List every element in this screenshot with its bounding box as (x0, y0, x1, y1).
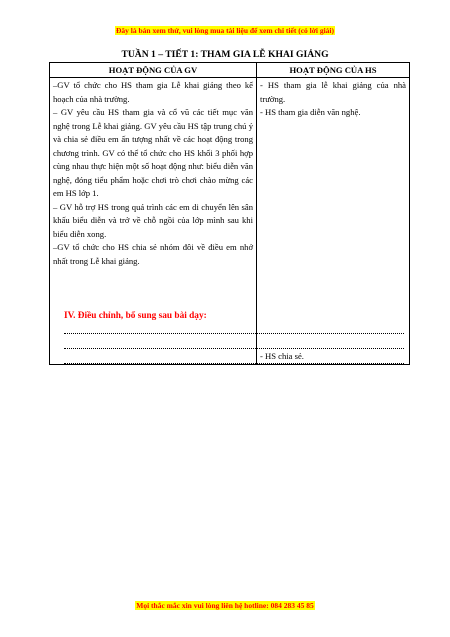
teacher-activity-item: – GV yêu cầu HS tham gia và cổ vũ các tiết mục văn nghệ trong Lễ khai giảng. GV yêu cầu HS tập trung chú ý và chia sẻ điều em ấn tượng nhất về các hoạt động trong chương trình. GV có thể tổ chức cho HS khối 3 phối hợp cùng nhau thực hiện một số hoạt động như: biểu diễn văn nghệ, đóng tiểu phẩm hoặc chơi trò chơi chào mừng các em HS lớp 1. (53, 107, 253, 198)
teacher-activity-item: – GV hỗ trợ HS trong quá trình các em di chuyển lên sân khấu biểu diễn và trở về chỗ ngồi của lớp mình sau khi biểu diễn xong. (53, 201, 253, 239)
table-header-row (50, 63, 410, 78)
student-activity-cell (257, 78, 410, 365)
teacher-activity-item: –GV tổ chức cho HS tham gia Lễ khai giảng theo kế hoạch của nhà trường. (53, 80, 253, 104)
lesson-title: TUẦN 1 – TIẾT 1: THAM GIA LỄ KHAI GIẢNG (121, 49, 329, 60)
hotline-footer (0, 601, 450, 610)
teacher-activity-item: –GV tổ chức cho HS chia sẻ nhóm đôi về điều em nhớ nhất trong Lễ khai giảng. (53, 242, 253, 266)
preview-notice (0, 26, 450, 35)
dotted-line (64, 333, 404, 334)
dotted-line (64, 348, 404, 349)
dotted-line (64, 363, 404, 364)
header-teacher-activity: HOẠT ĐỘNG CỦA GV (50, 63, 257, 78)
preview-notice-text: Đây là bản xem thử, vui lòng mua tài liệu để xem chi tiết (có lời giải) (115, 26, 335, 35)
adjustment-section-title: IV. Điều chỉnh, bổ sung sau bài dạy: (64, 311, 207, 321)
table-row (50, 78, 410, 365)
hotline-text: Mọi thắc mắc xin vui lòng liên hệ hotline: 084 283 45 85 (136, 601, 314, 610)
header-student-activity: HOẠT ĐỘNG CỦA HS (257, 63, 410, 78)
student-activity-item: - HS chia sẻ. (260, 350, 304, 361)
spacer (260, 120, 406, 350)
student-activity-item: - HS tham gia lễ khai giảng của nhà trường. (260, 80, 406, 104)
teacher-activity-cell (50, 78, 257, 365)
student-activity-item: - HS tham gia diễn văn nghệ. (260, 107, 361, 117)
